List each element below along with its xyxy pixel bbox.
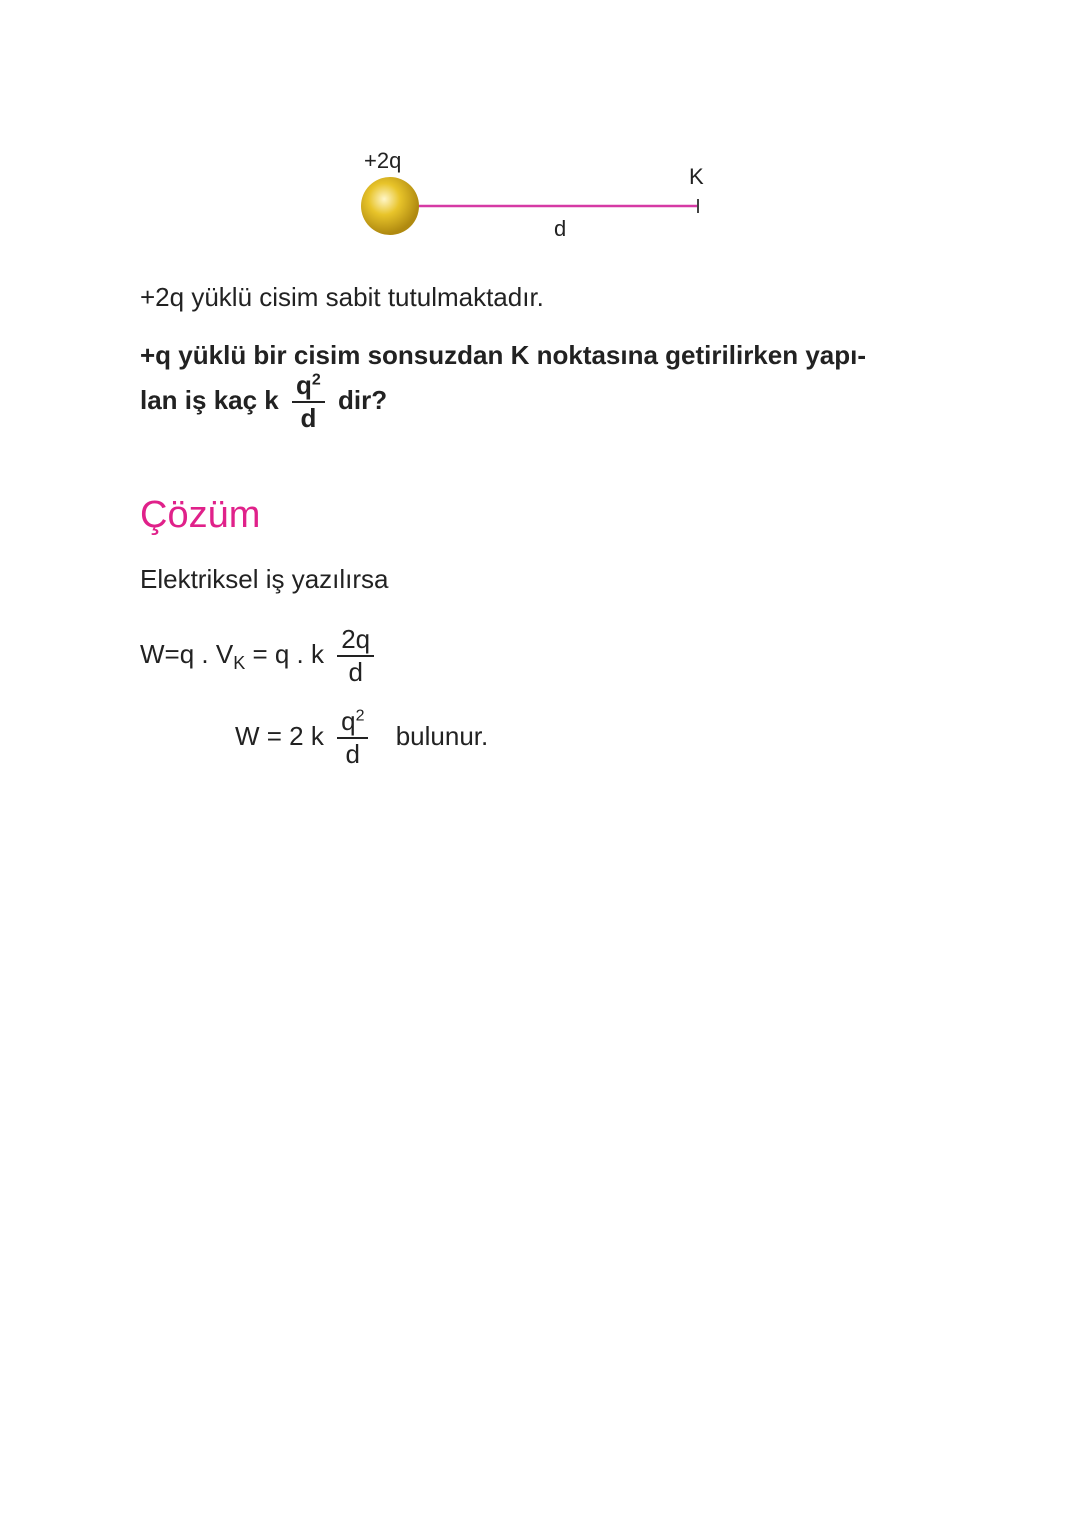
problem-question-line2 xyxy=(140,370,387,434)
eq2-num-exp: 2 xyxy=(355,707,365,725)
equation-1 xyxy=(140,624,380,688)
eq1-num: 2q xyxy=(337,624,374,657)
equation-2 xyxy=(235,706,488,770)
question-prefix: lan iş kaç k xyxy=(140,384,279,415)
distance-label: d xyxy=(554,216,567,241)
eq1-fraction xyxy=(337,624,374,688)
problem-question-line1: +q yüklü bir cisim sonsuzdan K noktasına getirilirken yapı- xyxy=(140,340,867,370)
charge-label: +2q xyxy=(364,148,402,173)
eq2-fraction xyxy=(337,706,368,770)
eq1-left: W=q . V xyxy=(140,638,234,669)
eq2-den: d xyxy=(345,739,361,769)
eq2-suffix: bulunur. xyxy=(395,720,489,751)
charge-sphere xyxy=(361,177,419,235)
problem-given: +2q yüklü cisim sabit tutulmaktadır. xyxy=(140,282,544,312)
eq1-subscript: K xyxy=(233,653,246,674)
question-frac-den: d xyxy=(300,403,317,433)
eq1-den: d xyxy=(348,657,363,687)
point-k-label: K xyxy=(689,164,704,189)
solution-intro: Elektriksel iş yazılırsa xyxy=(140,564,389,594)
eq1-mid: = q . k xyxy=(245,638,324,669)
question-frac-exp: 2 xyxy=(311,371,321,389)
question-fraction xyxy=(292,370,325,434)
question-suffix: dir? xyxy=(338,384,388,415)
charge-diagram xyxy=(340,130,740,260)
solution-title: Çözüm xyxy=(140,494,261,536)
eq2-num: q xyxy=(341,706,356,736)
question-frac-num: q xyxy=(296,370,312,400)
eq2-left: W = 2 k xyxy=(235,720,324,751)
